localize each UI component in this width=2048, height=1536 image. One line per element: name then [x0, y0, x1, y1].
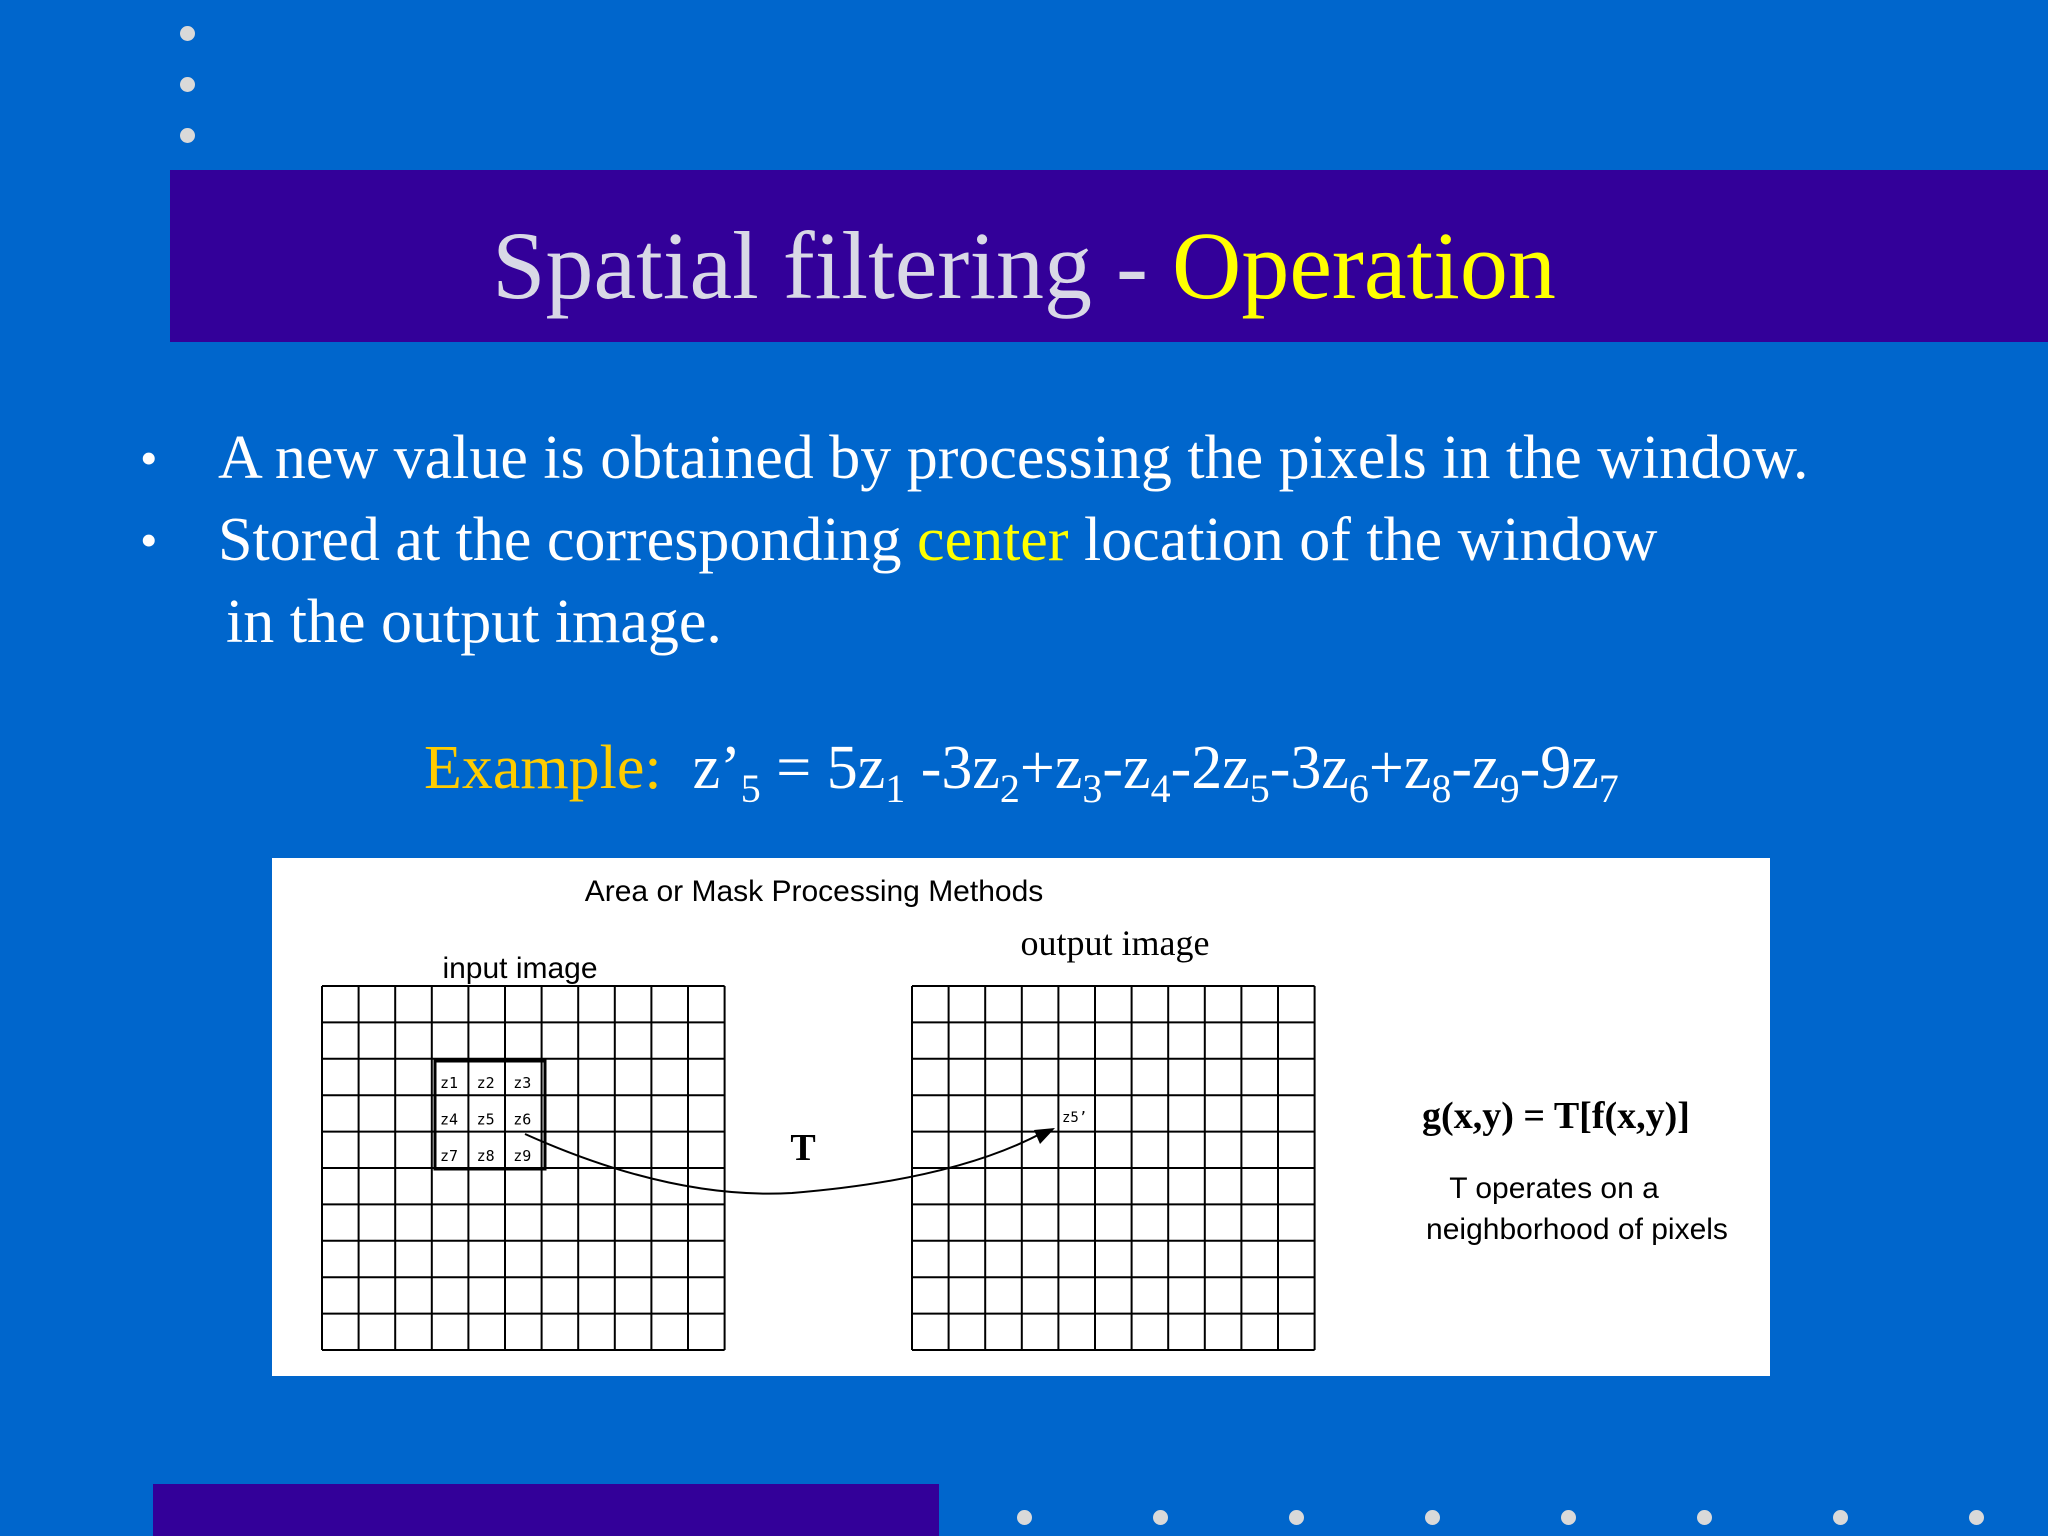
figure-title: Area or Mask Processing Methods — [584, 875, 1044, 908]
decor-dot — [1969, 1510, 1984, 1525]
formula-text: +z — [1019, 734, 1083, 802]
title-main: Spatial filtering - — [492, 212, 1172, 319]
arrow-head-icon — [1034, 1128, 1055, 1144]
formula-text: -3z — [905, 734, 1000, 802]
slide-title — [0, 208, 2048, 324]
output-image-label: output image — [1020, 923, 1210, 963]
mask-cell-label: z5 — [476, 1110, 495, 1129]
formula-subscript: 4 — [1150, 766, 1171, 811]
decor-dot — [180, 26, 195, 41]
example-label: Example: — [424, 734, 662, 802]
formula-subscript: 5 — [1249, 766, 1270, 811]
title-accent: Operation — [1171, 212, 1556, 319]
note-line-2: neighborhood of pixels — [1426, 1213, 1728, 1246]
bullet-mark: • — [140, 512, 158, 568]
bullet-mark: • — [140, 430, 158, 486]
formula-subscript: 2 — [999, 766, 1020, 811]
output-cell-label: z5’ — [1062, 1110, 1088, 1126]
formula-subscript: 1 — [885, 766, 906, 811]
bullet-text-part: Stored at the corresponding — [218, 506, 918, 574]
mask-cell-label: z3 — [513, 1074, 532, 1092]
mask-cell-label: z1 — [440, 1074, 459, 1092]
operator-label: T — [790, 1127, 816, 1169]
formula-text: -9z — [1519, 734, 1599, 802]
mask-cell-label: z7 — [440, 1146, 459, 1165]
formula-subscript: 5 — [740, 766, 761, 811]
formula-text: -2z — [1170, 734, 1250, 802]
mask-cell-label: z8 — [476, 1146, 495, 1165]
output-image-grid — [912, 986, 1315, 1350]
formula-text: -z — [1102, 734, 1151, 802]
mask-processing-figure — [272, 858, 1770, 1376]
decor-dot — [1289, 1510, 1304, 1525]
mask-cell-labels — [440, 1074, 531, 1165]
decor-dot — [1425, 1510, 1440, 1525]
input-image-label: input image — [442, 952, 598, 985]
mask-cell-label: z2 — [476, 1074, 495, 1092]
formula-text: -z — [1451, 734, 1500, 802]
bullet-continuation: in the output image. — [226, 588, 722, 656]
formula-text: -3z — [1269, 734, 1349, 802]
bullet-text: A new value is obtained by processing the pixels in the window. — [218, 424, 1809, 492]
mask-cell-label: z9 — [513, 1146, 532, 1165]
bullet-text-part: location of the window — [1068, 506, 1658, 574]
bottom-bar — [153, 1484, 939, 1536]
formula-expression — [692, 734, 1619, 811]
formula-subscript: 8 — [1431, 766, 1452, 811]
formula-subscript: 6 — [1348, 766, 1369, 811]
bullet-text — [218, 500, 1657, 580]
mapping-arrow — [525, 1134, 1040, 1194]
mask-cell-label: z6 — [513, 1110, 532, 1129]
formula-text: z’ — [692, 734, 741, 802]
formula-subscript: 9 — [1499, 766, 1520, 811]
decor-dot — [1153, 1510, 1168, 1525]
decor-dot — [1561, 1510, 1576, 1525]
formula-text: = 5z — [760, 734, 886, 802]
note-line-1: T operates on a — [1449, 1172, 1659, 1205]
transform-equation: g(x,y) = T[f(x,y)] — [1422, 1095, 1690, 1137]
mask-cell-label: z4 — [440, 1110, 459, 1129]
decor-dot — [180, 128, 195, 143]
decor-dot — [1697, 1510, 1712, 1525]
decor-dot — [1017, 1510, 1032, 1525]
formula-subscript: 3 — [1082, 766, 1103, 811]
formula-subscript: 7 — [1598, 766, 1619, 811]
bullet-highlight: center — [917, 506, 1069, 574]
decor-dot — [180, 77, 195, 92]
figure-diagram — [272, 858, 1770, 1376]
example-formula — [424, 728, 1619, 811]
decor-dot — [1833, 1510, 1848, 1525]
formula-text: +z — [1368, 734, 1432, 802]
